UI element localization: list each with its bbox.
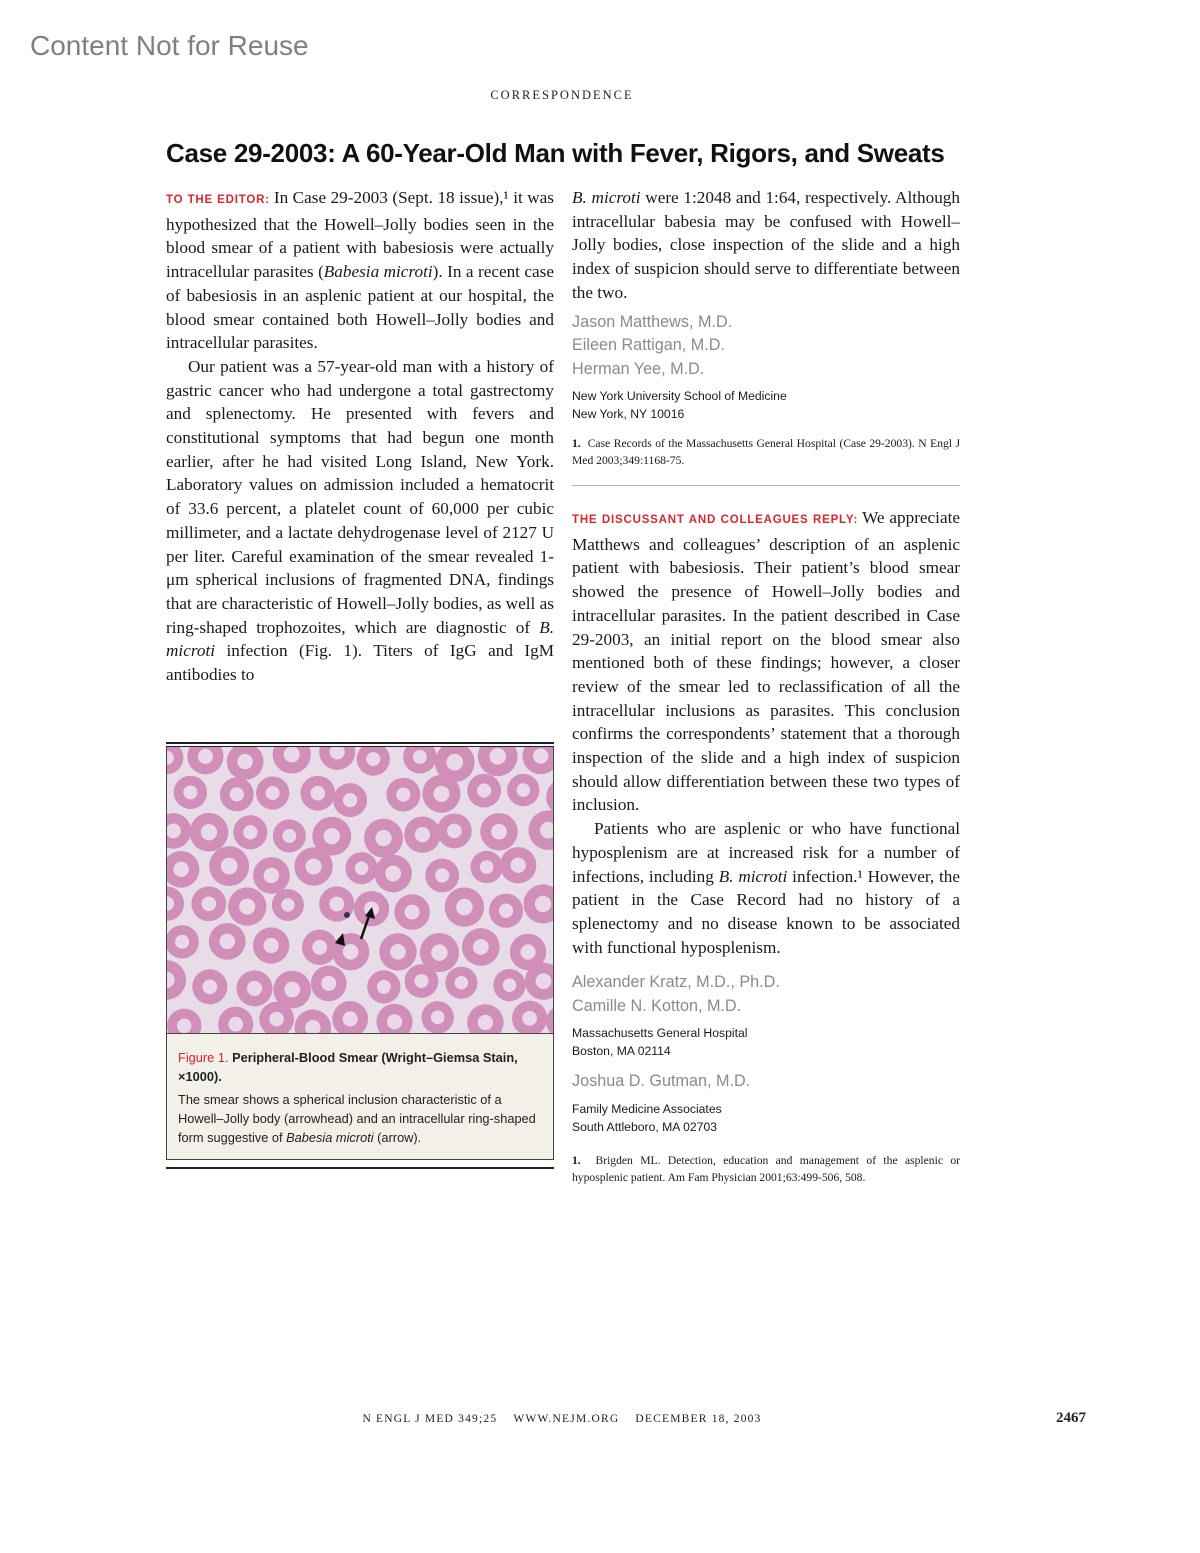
letter-affiliation xyxy=(572,387,960,423)
red-blood-cell-center xyxy=(435,868,449,882)
footer-date: DECEMBER 18, 2003 xyxy=(635,1413,762,1425)
red-blood-cell-center xyxy=(264,868,279,883)
red-blood-cell-center xyxy=(264,938,279,953)
red-blood-cell-center xyxy=(175,935,189,949)
red-blood-cell-center xyxy=(228,1017,243,1032)
reply-authors-1 xyxy=(572,971,960,1018)
red-blood-cell-center xyxy=(321,976,336,991)
figure-rule-bottom xyxy=(166,1167,554,1169)
page-number: 2467 xyxy=(1056,1410,1086,1426)
figure-caption-text: The smear shows a spherical inclusion characteristic of a Howell–Jolly body (arrowhead) and an intracellular ring-shaped form suggestive of Babesia microti (arrow). xyxy=(178,1092,536,1145)
red-blood-cell-center xyxy=(177,1019,191,1033)
letter-reference: 1. Case Records of the Massachusetts General Hospital (Case 29-2003). N Engl J Med 2003;349:1168-75. xyxy=(572,437,961,468)
red-blood-cell-center xyxy=(198,749,213,764)
red-blood-cell-center xyxy=(343,793,357,807)
red-blood-cell-center xyxy=(522,1011,537,1026)
figure-box xyxy=(166,747,554,1160)
red-blood-cell-center xyxy=(312,940,327,955)
figure-rule-top xyxy=(166,742,554,744)
red-blood-cell-center xyxy=(456,899,473,916)
red-blood-cell-center xyxy=(533,748,548,763)
red-blood-cell-center xyxy=(324,828,340,844)
red-blood-cell-center xyxy=(455,976,469,990)
red-blood-cell-center xyxy=(415,827,430,842)
figure-1 xyxy=(166,742,554,1173)
red-blood-cell-center xyxy=(503,978,517,992)
red-blood-cell-center xyxy=(413,750,427,764)
article-title: Case 29-2003: A 60-Year-Old Man with Fever, Rigors, and Sweats xyxy=(166,138,945,168)
red-blood-cell-center xyxy=(284,747,300,762)
red-blood-cell-center xyxy=(477,784,491,798)
affiliation-line: South Attleboro, MA 02703 xyxy=(572,1119,717,1134)
red-blood-cell-center xyxy=(377,980,391,994)
red-blood-cell-center xyxy=(387,1014,402,1029)
reply-affiliation-2 xyxy=(572,1100,960,1136)
author-name: Alexander Kratz, M.D., Ph.D. xyxy=(572,973,780,992)
reply-paragraph-2: Patients who are asplenic or who have functional hyposplenism are at increased risk for a number of infections, including B. microti infection.¹ However, the patient in the Case Record had no history of a splenectomy and no disease known to be associated with functional hyposplenism. xyxy=(572,819,961,957)
red-blood-cell-center xyxy=(247,981,262,996)
red-blood-cell-center xyxy=(536,973,552,989)
red-blood-cell-center xyxy=(243,825,257,839)
watermark: Content Not for Reuse xyxy=(30,30,309,61)
reply-lead: THE DISCUSSANT AND COLLEAGUES REPLY: xyxy=(572,514,859,527)
red-blood-cell-center xyxy=(385,866,401,882)
affiliation-line: New York, NY 10016 xyxy=(572,407,685,422)
red-blood-cell-center xyxy=(517,783,531,797)
red-blood-cell-center xyxy=(511,858,526,873)
red-blood-cell-center xyxy=(269,1012,284,1027)
red-blood-cell-center xyxy=(480,860,494,874)
affiliation-line: Boston, MA 02114 xyxy=(572,1044,671,1059)
red-blood-cell-center xyxy=(396,788,410,802)
red-blood-cell-center xyxy=(355,861,369,875)
red-blood-cell-center xyxy=(239,899,255,915)
red-blood-cell-center xyxy=(306,858,322,874)
red-blood-cell-center xyxy=(447,824,462,839)
page-footer xyxy=(0,1413,1124,1425)
reply-affiliation-1 xyxy=(572,1024,960,1060)
red-blood-cell-center xyxy=(173,862,188,877)
red-blood-cell-center xyxy=(414,974,428,988)
letter-paragraph-1: TO THE EDITOR: In Case 29-2003 (Sept. 18 issue),¹ it was hypothesized that the Howell–Jolly bodies seen in the blood smear of a patient with babesiosis were actually intracellular parasites (Babesia microti). In a recent case of babesiosis in an asplenic patient at our hospital, the blood smear contained both Howell–Jolly bodies and intracellular parasites. xyxy=(166,188,554,353)
red-blood-cell-center xyxy=(446,754,463,771)
red-blood-cell-center xyxy=(520,944,535,959)
author-name: Camille N. Kotton, M.D. xyxy=(572,996,742,1015)
letter-paragraph-2: Our patient was a 57-year-old man with a history of gastric cancer who had undergone a total gastrectomy and splenectomy. He presented with fevers and constitutional symptoms that had begun one month earlier, after he had visited Long Island, New York. Laboratory values on admission included a hematocrit of 33.6 percent, a platelet count of 60,000 per cubic millimeter, and a lactate dehydrogenase level of 2127 U per liter. Careful examination of the smear revealed 1-μm spherical inclusions of fragmented DNA, findings that are characteristic of Howell–Jolly bodies, as well as ring-shaped trophozoites, which are diagnostic of B. microti infection (Fig. 1). Titers of IgG and IgM antibodies to xyxy=(166,356,554,685)
reply-paragraph-1: THE DISCUSSANT AND COLLEAGUES REPLY: We appreciate Matthews and colleagues’ description of an asplenic patient with babesiosis. Their patient’s blood smear showed the presence of Howell–Jolly bodies and intracellular parasites. In the patient described in Case 29-2003, an initial report on the blood smear also mentioned both of these findings; however, a closer review of the smear led to reclassification of all the intracellular inclusions as parasites. This conclusion confirms the correspondents’ statement that a thorough inspection of the slide and a high index of suspicion should allow differentiation between these two types of inclusion. xyxy=(572,508,960,815)
red-blood-cell-center xyxy=(329,897,344,912)
section-divider xyxy=(572,485,960,486)
red-blood-cell-center xyxy=(281,898,294,911)
red-blood-cell-center xyxy=(202,896,217,911)
blood-smear-image xyxy=(167,747,553,1033)
red-blood-cell-center xyxy=(183,785,197,799)
author-name: Eileen Rattigan, M.D. xyxy=(572,336,725,355)
red-blood-cell-center xyxy=(284,982,300,998)
right-column xyxy=(572,186,960,1186)
letter-authors xyxy=(572,311,960,382)
red-blood-cell-center xyxy=(366,752,380,766)
figure-title: Peripheral-Blood Smear (Wright–Giemsa Stain, ×1000). xyxy=(178,1050,518,1084)
red-blood-cell-center xyxy=(489,748,506,765)
red-blood-cell-center xyxy=(237,754,252,769)
left-column xyxy=(166,186,554,687)
red-blood-cell-center xyxy=(473,939,489,955)
red-blood-cell-center xyxy=(491,824,507,840)
howell-jolly-body xyxy=(344,912,350,918)
red-blood-cell-center xyxy=(433,786,449,802)
author-name: Jason Matthews, M.D. xyxy=(572,312,733,331)
footer-website: WWW.NEJM.ORG xyxy=(513,1413,620,1425)
red-blood-cell-center xyxy=(343,944,359,960)
red-blood-cell-center xyxy=(220,934,235,949)
figure-caption xyxy=(167,1033,553,1159)
red-blood-cell-center xyxy=(375,830,391,846)
affiliation-line: Massachusetts General Hospital xyxy=(572,1026,748,1041)
letter-lead: TO THE EDITOR: xyxy=(166,194,270,206)
reply-authors-2 xyxy=(572,1070,960,1094)
red-blood-cell-center xyxy=(230,787,244,801)
footer-journal: N ENGL J MED 349;25 xyxy=(362,1413,498,1425)
red-blood-cell-center xyxy=(431,1011,445,1025)
red-blood-cell-center xyxy=(221,858,238,875)
red-blood-cell-center xyxy=(311,786,326,801)
section-label: CORRESPONDENCE xyxy=(490,88,634,102)
red-blood-cell-center xyxy=(390,944,406,960)
author-name: Herman Yee, M.D. xyxy=(572,359,705,378)
red-blood-cell-center xyxy=(343,1011,358,1026)
letter-paragraph-2-continued: B. microti were 1:2048 and 1:64, respectively. Although intracellular babesia may be confused with Howell–Jolly bodies, close inspection of the slide and a high index of suspicion should serve to differentiate between the two. xyxy=(572,188,960,302)
red-blood-cell-center xyxy=(499,904,513,918)
affiliation-line: Family Medicine Associates xyxy=(572,1101,722,1116)
red-blood-cell-center xyxy=(431,944,447,960)
reply-reference: 1. Brigden ML. Detection, education and management of the asplenic or hyposplenic patient. Am Fam Physician 2001;63:499-506, 508. xyxy=(572,1153,960,1184)
affiliation-line: New York University School of Medicine xyxy=(572,389,787,404)
red-blood-cell-center xyxy=(282,829,296,843)
author-name: Joshua D. Gutman, M.D. xyxy=(572,1072,751,1091)
red-blood-cell-center xyxy=(266,786,280,800)
red-blood-cell-center xyxy=(201,824,217,840)
red-blood-cell-center xyxy=(202,979,217,994)
red-blood-cell-center xyxy=(535,896,551,912)
red-blood-cell-center xyxy=(478,1015,493,1030)
red-blood-cell-center xyxy=(405,905,420,920)
figure-label: Figure 1. xyxy=(178,1050,229,1065)
